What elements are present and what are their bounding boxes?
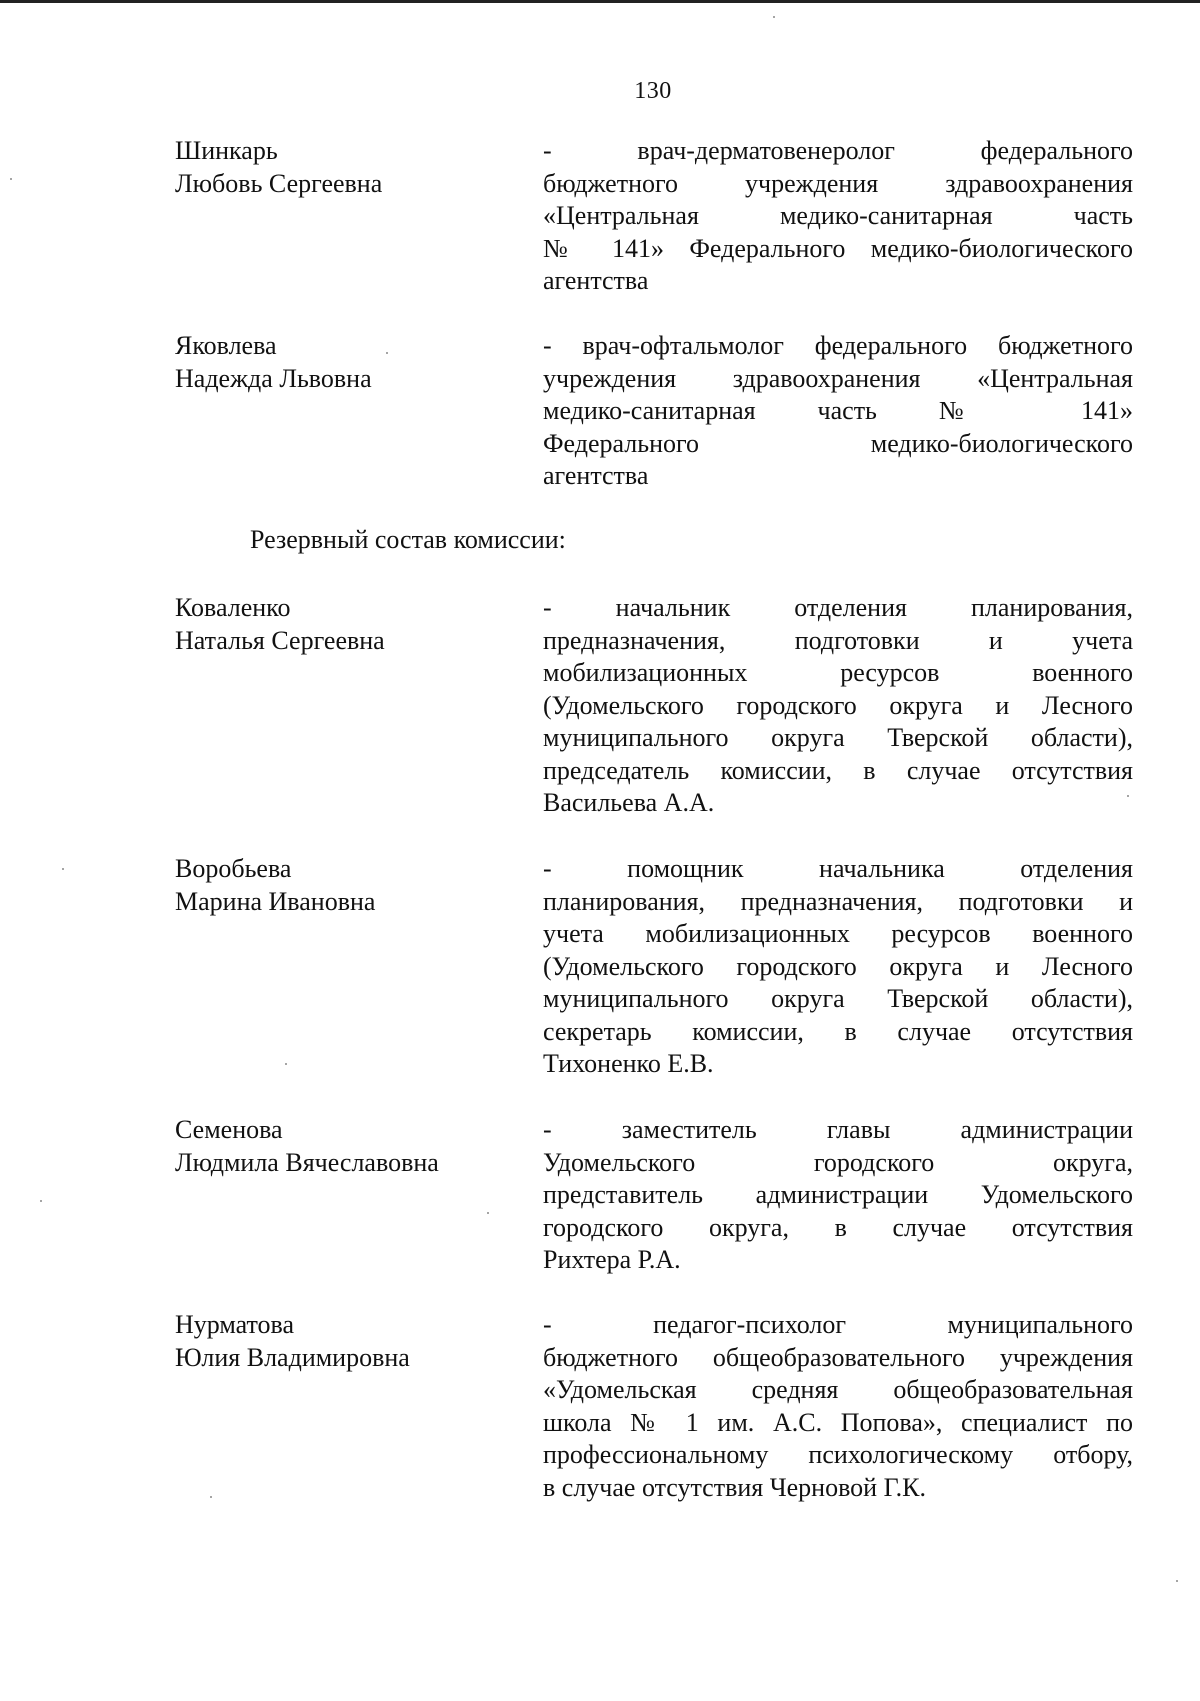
position-line: медико-санитарная часть № 141» <box>543 396 1133 425</box>
page-number: 130 <box>634 78 672 104</box>
position-line: муниципального округа Тверской области), <box>543 723 1133 752</box>
position-line: Васильева А.А. <box>543 788 715 817</box>
scan-speck <box>40 1200 42 1202</box>
member-given-names: Людмила Вячеславовна <box>175 1147 439 1177</box>
section-heading: Резервный состав комиссии: <box>250 525 566 554</box>
position-line: «Центральная медико-санитарная часть <box>543 201 1133 230</box>
member-position <box>543 330 1133 493</box>
position-line: (Удомельского городского округа и Лесного <box>543 951 1133 981</box>
member-name <box>175 330 525 395</box>
position-line: - педагог-психолог муниципального <box>543 1310 1133 1339</box>
position-line: агентства <box>543 266 649 295</box>
member-name <box>175 1114 525 1179</box>
position-line: учреждения здравоохранения «Центральная <box>543 363 1133 393</box>
member-given-names: Наталья Сергеевна <box>175 625 385 655</box>
member-position <box>543 1309 1133 1504</box>
member-surname: Коваленко <box>175 593 291 622</box>
scan-speck <box>1176 1580 1178 1582</box>
member-given-names: Юлия Владимировна <box>175 1342 410 1372</box>
position-line: секретарь комиссии, в случае отсутствия <box>543 1016 1133 1046</box>
position-line: бюджетного учреждения здравоохранения <box>543 168 1133 198</box>
member-name <box>175 853 525 918</box>
position-line: школа № 1 им. А.С. Попова», специалист по <box>543 1407 1133 1437</box>
scan-speck <box>210 1496 212 1498</box>
position-line: - помощник начальника отделения <box>543 854 1133 883</box>
member-name <box>175 592 525 657</box>
position-line: Тихоненко Е.В. <box>543 1049 714 1078</box>
position-line: - врач-дерматовенеролог федерального <box>543 136 1133 165</box>
member-given-names: Надежда Львовна <box>175 363 372 393</box>
member-given-names: Любовь Сергеевна <box>175 168 383 198</box>
position-line: агентства <box>543 461 649 490</box>
member-position <box>543 853 1133 1081</box>
position-line: (Удомельского городского округа и Лесного <box>543 690 1133 720</box>
position-line: «Удомельская средняя общеобразовательная <box>543 1375 1133 1404</box>
page-top-border <box>0 0 1200 3</box>
position-line: - начальник отделения планирования, <box>543 593 1133 622</box>
member-position <box>543 135 1133 298</box>
scan-speck <box>10 178 12 180</box>
scan-speck <box>1127 795 1129 797</box>
position-line: планирования, предназначения, подготовки и <box>543 886 1133 916</box>
position-line: председатель комиссии, в случае отсутствия <box>543 755 1133 785</box>
scan-speck <box>62 868 64 870</box>
position-line: профессиональному психологическому отбору, <box>543 1440 1133 1469</box>
scan-speck <box>773 16 775 18</box>
position-line: в случае отсутствия Черновой Г.К. <box>543 1472 927 1502</box>
position-line: мобилизационных ресурсов военного <box>543 658 1133 687</box>
position-line: Федерального медико-биологического <box>543 428 1133 458</box>
position-line: - заместитель главы администрации <box>543 1115 1133 1144</box>
member-name <box>175 1309 525 1374</box>
position-line: городского округа, в случае отсутствия <box>543 1212 1133 1242</box>
position-line: № 141» Федерального медико-биологического <box>543 233 1133 263</box>
member-surname: Яковлева <box>175 331 277 360</box>
member-given-names: Марина Ивановна <box>175 886 376 916</box>
scan-speck <box>487 1212 489 1214</box>
scan-speck <box>285 1063 287 1065</box>
position-line: Рихтера Р.А. <box>543 1245 681 1274</box>
member-surname: Семенова <box>175 1115 283 1144</box>
member-position <box>543 1114 1133 1277</box>
member-name <box>175 135 525 200</box>
position-line: - врач-офтальмолог федерального бюджетного <box>543 331 1133 360</box>
position-line: учета мобилизационных ресурсов военного <box>543 919 1133 948</box>
position-line: представитель администрации Удомельского <box>543 1180 1133 1209</box>
member-surname: Шинкарь <box>175 136 278 165</box>
position-line: Удомельского городского округа, <box>543 1147 1133 1177</box>
position-line: муниципального округа Тверской области), <box>543 984 1133 1013</box>
position-line: бюджетного общеобразовательного учреждения <box>543 1342 1133 1372</box>
member-surname: Воробьева <box>175 854 292 883</box>
position-line: предназначения, подготовки и учета <box>543 625 1133 655</box>
member-position <box>543 592 1133 820</box>
member-surname: Нурматова <box>175 1310 295 1339</box>
scan-speck <box>386 352 388 354</box>
